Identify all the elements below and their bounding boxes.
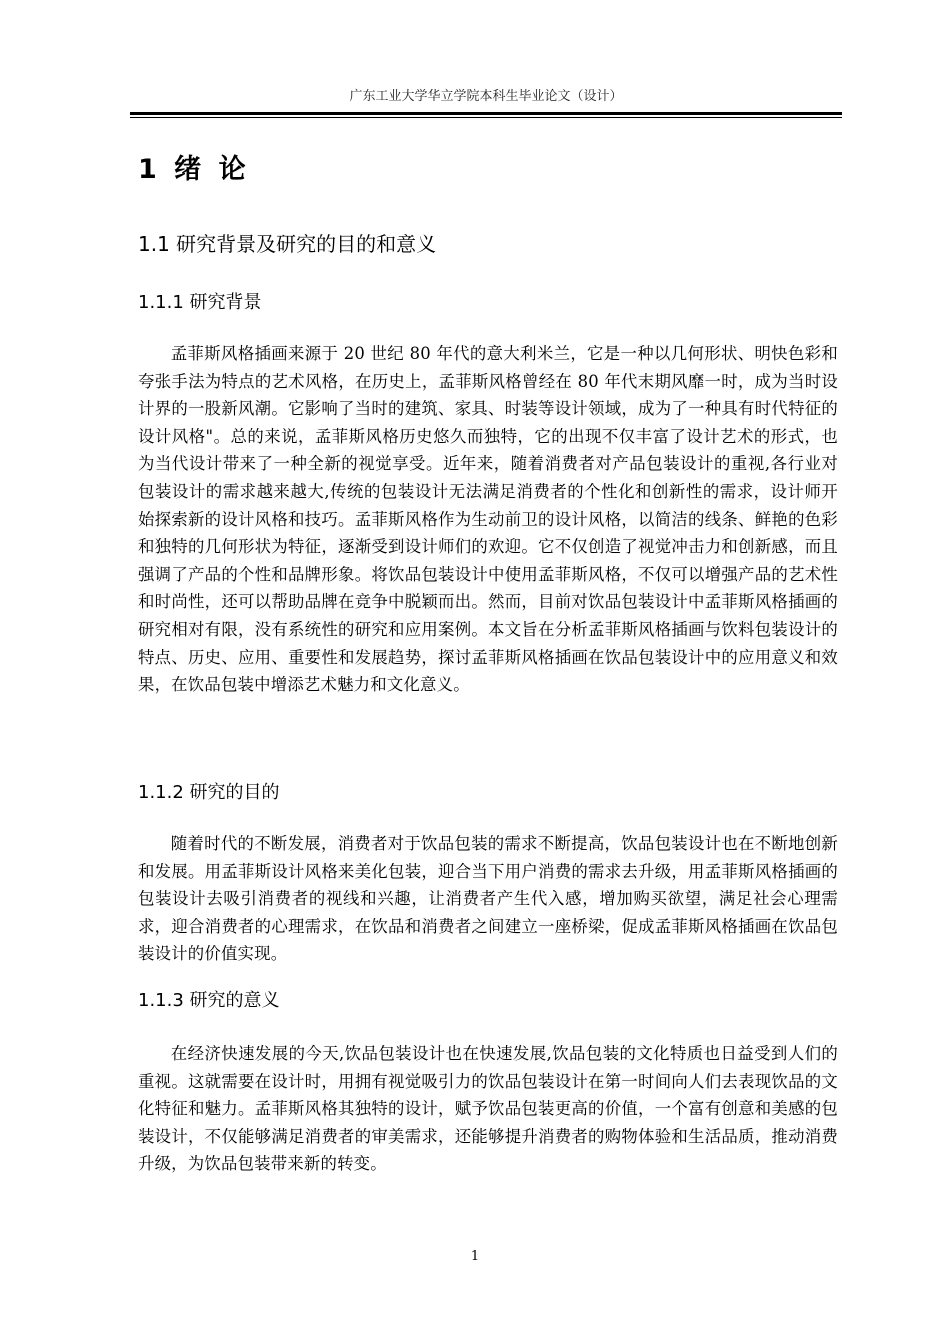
paragraph-research-purpose: 随着时代的不断发展，消费者对于饮品包装的需求不断提高，饮品包装设计也在不断地创新和发展。用孟菲斯设计风格来美化包装，迎合当下用户消费的需求去升级，用孟菲斯风格插画的包装设计去吸引消费者的视线和兴趣，让消费者产生代入感，增加购买欲望，满足社会心理需求，迎合消费者的心理需求，在饮品和消费者之间建立一座桥梁，促成孟菲斯风格插画在饮品包装设计的价值实现。	[138, 834, 838, 964]
paragraph-research-significance: 在经济快速发展的今天,饮品包装设计也在快速发展,饮品包装的文化特质也日益受到人们的重视。这就需要在设计时，用拥有视觉吸引力的饮品包装设计在第一时间向人们去表现饮品的文化特征和魅力。孟菲斯风格其独特的设计，赋予饮品包装更高的价值，一个富有创意和美感的包装设计，不仅能够满足消费者的审美需求，还能够提升消费者的购物体验和生活品质，推动消费升级，为饮品包装带来新的转变。	[138, 1044, 838, 1174]
page-number: 1	[470, 1249, 480, 1264]
header-rule-thin	[130, 117, 842, 118]
section-heading-1-1-3: 1.1.3 研究的意义	[138, 990, 280, 1011]
section-heading-1-1: 1.1 研究背景及研究的目的和意义	[138, 232, 437, 256]
section-heading-1-1-1: 1.1.1 研究背景	[138, 292, 262, 313]
paragraph-research-background: 孟菲斯风格插画来源于 20 世纪 80 年代的意大利米兰，它是一种以几何形状、明快色彩和夸张手法为特点的艺术风格，在历史上，孟菲斯风格曾经在 80 年代末期风靡一时，成为当时设计界的一股新风潮。它影响了当时的建筑、家具、时装等设计领域，成为了一种具有时代特征的设计风格"。总的来说，孟菲斯风格历史悠久而独特，它的出现不仅丰富了设计艺术的形式，也为当代设计带来了一种全新的视觉享受。近年来，随着消费者对产品包装设计的重视,各行业对包装设计的需求越来越大,传统的包装设计无法满足消费者的个性化和创新性的需求，设计师开始探索新的设计风格和技巧。孟菲斯风格作为生动前卫的设计风格，以简洁的线条、鲜艳的色彩和独特的几何形状为特征，逐渐受到设计师们的欢迎。它不仅创造了视觉冲击力和创新感，而且强调了产品的个性和品牌形象。将饮品包装设计中使用孟菲斯风格，不仅可以增强产品的艺术性和时尚性，还可以帮助品牌在竞争中脱颖而出。然而，目前对饮品包装设计中孟菲斯风格插画的研究相对有限，没有系统性的研究和应用案例。本文旨在分析孟菲斯风格插画与饮料包装设计的特点、历史、应用、重要性和发展趋势，探讨孟菲斯风格插画在饮品包装设计中的应用意义和效果，在饮品包装中增添艺术魅力和文化意义。	[138, 344, 838, 695]
chapter-title: 1 绪 论	[138, 154, 250, 185]
running-header: 广东工业大学华立学院本科生毕业论文（设计）	[349, 89, 623, 104]
header-rule-thick	[130, 112, 842, 115]
section-heading-1-1-2: 1.1.2 研究的目的	[138, 782, 280, 803]
